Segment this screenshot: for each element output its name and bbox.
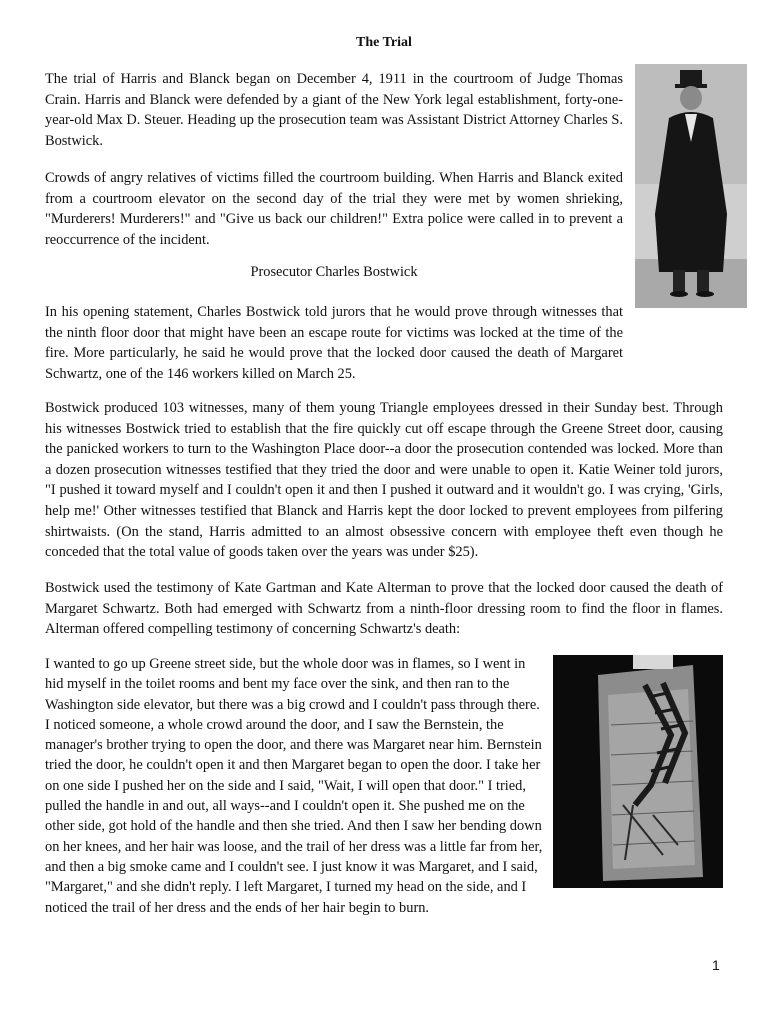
paragraph-crowds: Crowds of angry relatives of victims filled the courtroom building. When Harris and Blanck exited from a courtroom elevator on the second day of the trial they were met by women shrieking, "Murderers! Murderers!" and "Give us back our children!" Extra police were called in to prevent a reoccurrence of the incident. [45, 170, 623, 248]
document-title: The Trial [356, 35, 412, 50]
photo-caption: Prosecutor Charles Bostwick [250, 264, 418, 280]
paragraph-opening-statement: In his opening statement, Charles Bostwick told jurors that he would prove through witnesses that the ninth floor door that might have been an escape route for victims was locked at the time of the fire. More particularly, he said he would prove that the locked door caused the death of Margaret Schwartz, one of the 146 workers killed on March 25. [45, 304, 623, 382]
paragraph-trial-intro: The trial of Harris and Blanck began on December 4, 1911 in the courtroom of Judge Thomas Crain. Harris and Blanck were defended by a giant of the New York legal establishment, forty-one-year-old Max D. Steuer. Heading up the prosecution team was Assistant District Attorney Charles S. Bostwick. [45, 71, 623, 149]
paragraph-witnesses: Bostwick produced 103 witnesses, many of them young Triangle employees dressed in their Sunday best. Through his witnesses Bostwick tried to establish that the fire quickly cut off escape through the Greene Street door, causing the panicked workers to turn to the Washington Place door--a door the prosecution contended was locked. More than a dozen prosecution witnesses testified that they tried the door and were unable to open it. Katie Weiner told jurors, "I pushed it toward myself and I couldn't open it and then I pushed it outward and it wouldn't go. I was crying, 'Girls, help me!' Other witnesses testified that Blanck and Harris kept the door locked to prevent employees from pilfering shirtwaists. (On the stand, Harris admitted to an almost obsessive concern with employee theft even though he conceded that the total value of goods taken over the years was under $25). [45, 400, 723, 561]
page-number: 1 [712, 957, 720, 973]
bostwick-photo [635, 64, 747, 308]
alterman-testimony: I wanted to go up Greene street side, but the whole door was in flames, so I went in hid myself in the toilet rooms and bent my face over the sink, and then ran to the Washington side elevator, but there was a big crowd and I couldn't pass through there. I noticed someone, a whole crowd around the door, and I saw the Bernstein, the manager's brother trying to open the door, and there was Margaret near him. Bernstein tried the door, he couldn't open it and then Margaret began to open the door. I take her on one side I pushed her on the side and I said, "Wait, I will open that door." I tried, pulled the handle in and out, all ways--and I couldn't open it. She pushed me on the other side, got hold of the handle and then she tried. And then I saw her bending down on her knees, and her hair was loose, and the trail of her dress was a little far from her, and then a big smoke came and I couldn't see. I just know it was Margaret, and I said, "Margaret," and she didn't reply. I left Margaret, I turned my head on the side, and I noticed the trail of her dress and the ends of her hair begin to burn. [45, 656, 543, 916]
paragraph-testimony: Bostwick used the testimony of Kate Gartman and Kate Alterman to prove that the locked door caused the death of Margaret Schwartz. Both had emerged with Schwartz from a ninth-floor dressing room to find the floor in flames. Alterman offered compelling testimony of concerning Schwartz's death: [45, 580, 723, 638]
fire-escape-photo [553, 655, 723, 888]
